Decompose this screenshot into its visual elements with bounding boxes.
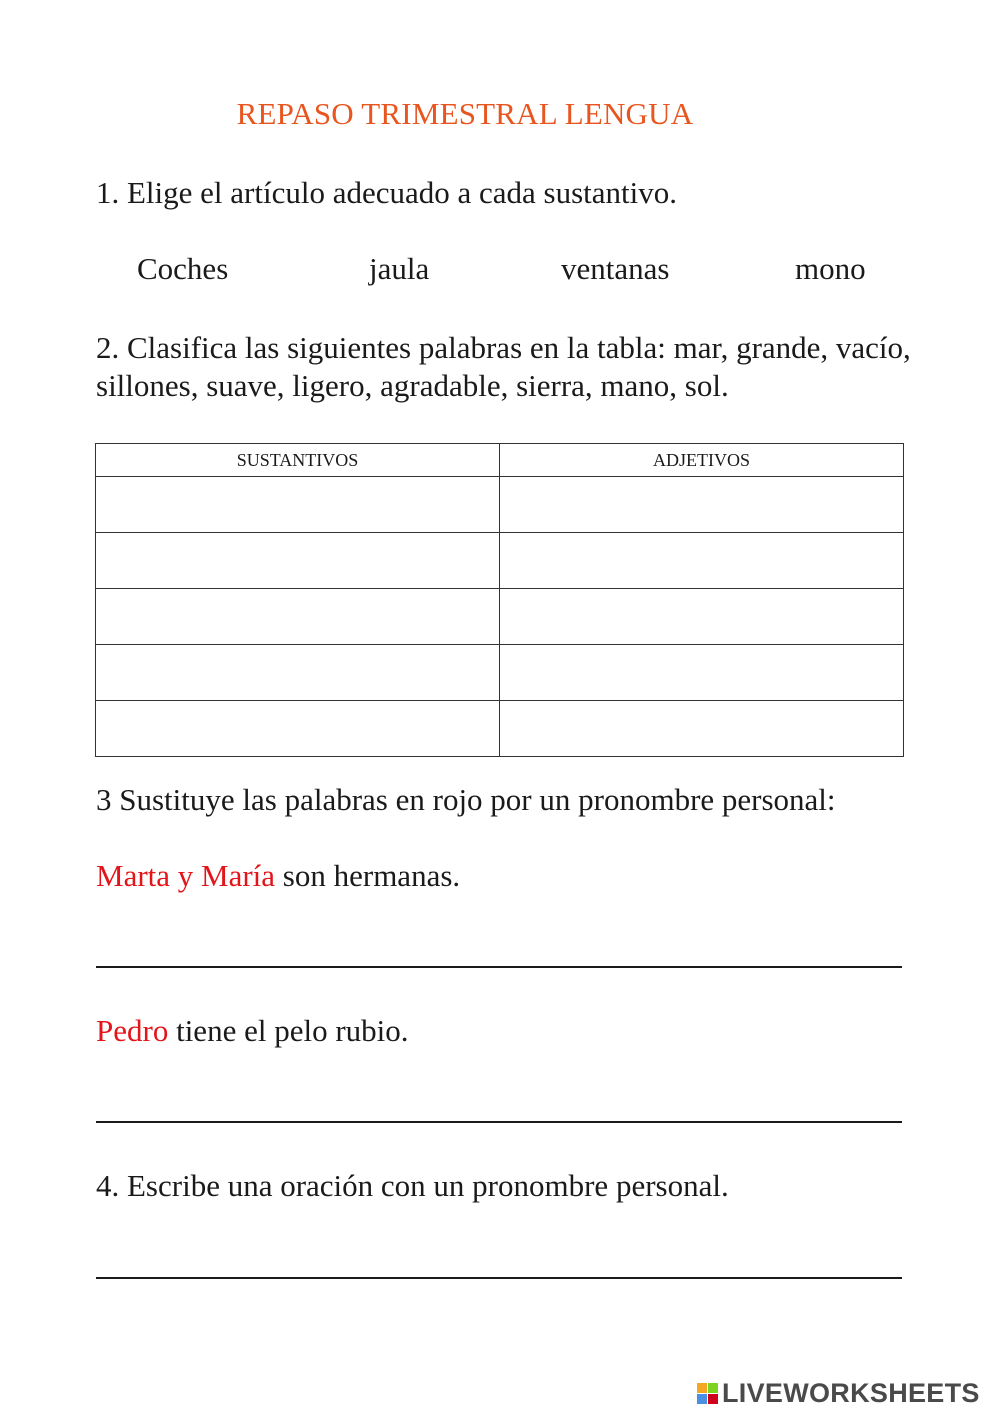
table-cell[interactable] bbox=[96, 589, 500, 645]
table-cell[interactable] bbox=[96, 645, 500, 701]
sentence-2-rest: tiene el pelo rubio. bbox=[168, 1013, 409, 1048]
word-jaula: jaula bbox=[369, 251, 430, 286]
table-cell[interactable] bbox=[500, 477, 904, 533]
header-sustantivos: SUSTANTIVOS bbox=[96, 444, 500, 477]
word-mono: mono bbox=[795, 251, 866, 286]
page-title: REPASO TRIMESTRAL LENGUA bbox=[236, 96, 694, 131]
question-3-text: 3 Sustituye las palabras en rojo por un pronombre personal: bbox=[96, 782, 836, 817]
table-cell[interactable] bbox=[96, 477, 500, 533]
question-4-text: 4. Escribe una oración con un pronombre personal. bbox=[96, 1168, 729, 1203]
sentence-2-highlight: Pedro bbox=[96, 1013, 169, 1048]
question-1-text: 1. Elige el artículo adecuado a cada sustantivo. bbox=[96, 175, 678, 210]
answer-line-1[interactable] bbox=[96, 966, 902, 968]
liveworksheets-logo-text: LIVEWORKSHEETS bbox=[722, 1377, 980, 1408]
table-cell[interactable] bbox=[500, 533, 904, 589]
table-cell[interactable] bbox=[500, 701, 904, 757]
table-cell[interactable] bbox=[500, 645, 904, 701]
liveworksheets-logo bbox=[697, 1378, 980, 1408]
header-adjetivos: ADJETIVOS bbox=[500, 444, 904, 477]
table-cell[interactable] bbox=[500, 589, 904, 645]
sentence-1 bbox=[96, 858, 460, 894]
sentence-2 bbox=[96, 1013, 409, 1049]
table-cell[interactable] bbox=[96, 701, 500, 757]
sentence-1-rest: son hermanas. bbox=[275, 858, 461, 893]
classification-table bbox=[95, 443, 904, 757]
sentence-1-highlight: Marta y María bbox=[96, 858, 276, 893]
table-cell[interactable] bbox=[96, 533, 500, 589]
word-ventanas: ventanas bbox=[561, 251, 670, 286]
question-2-text: 2. Clasifica las siguientes palabras en la tabla: mar, grande, vacío, sillones, suave, ligero, agradable, sierra, mano, sol. bbox=[96, 330, 911, 403]
liveworksheets-logo-icon bbox=[697, 1383, 718, 1404]
answer-line-2[interactable] bbox=[96, 1121, 902, 1123]
answer-line-3[interactable] bbox=[96, 1277, 902, 1279]
word-coches: Coches bbox=[137, 251, 229, 286]
